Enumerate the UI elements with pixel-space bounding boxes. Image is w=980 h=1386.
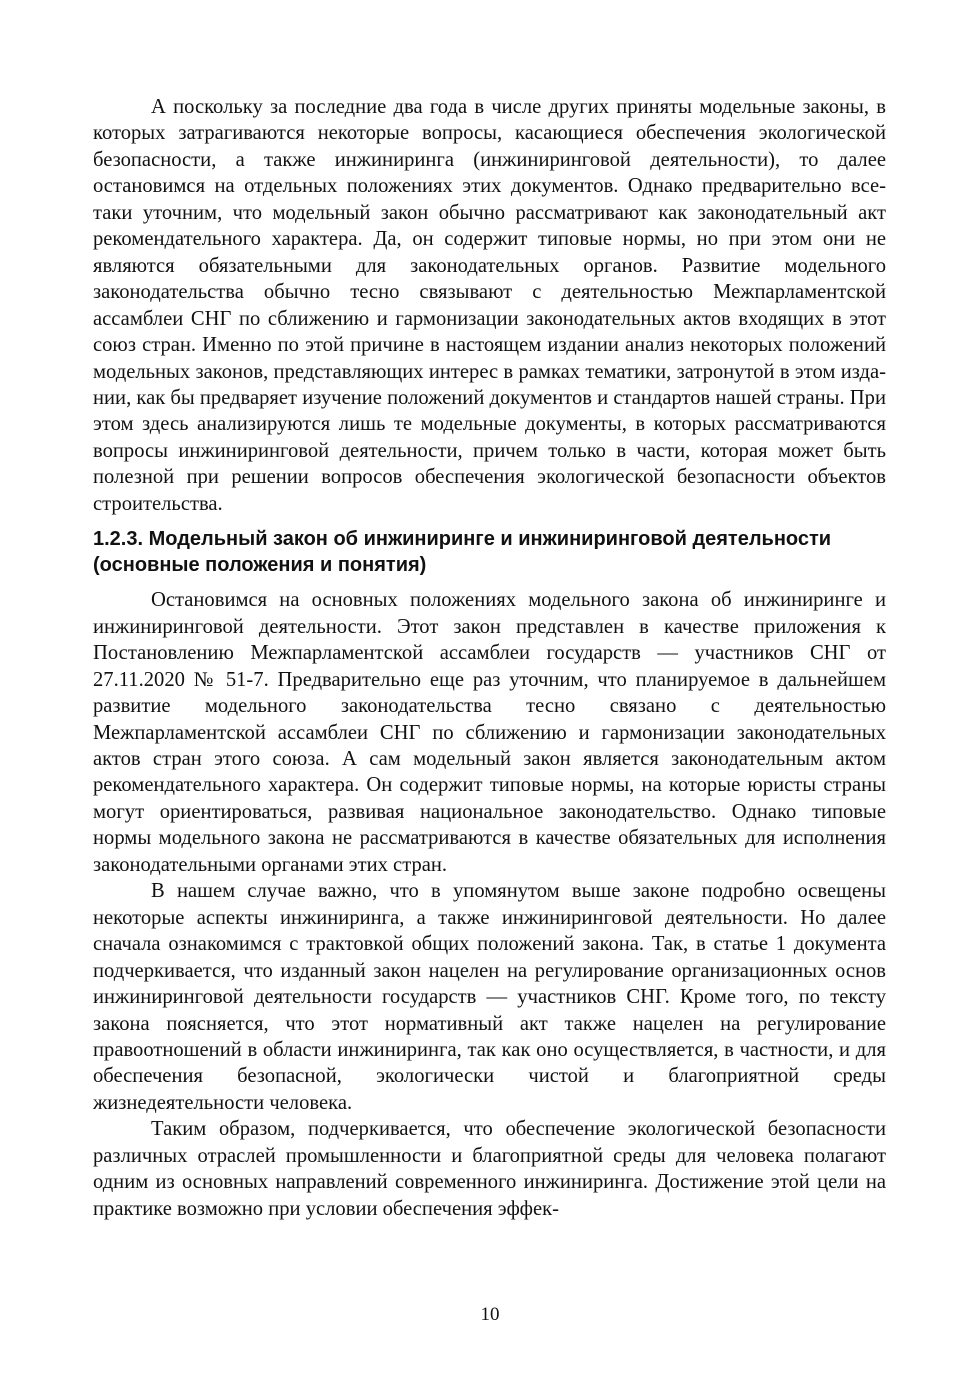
- page-number: 10: [480, 1304, 500, 1325]
- paragraph-intro: А поскольку за последние два года в числе других приняты модельные законы, в которых затрагиваются некоторые вопросы, касающиеся обеспечения экологической безопасности, а также инжиниринга (инжиниринговой деятельности), то далее остановимся на отдельных положениях этих документов. Однако предварительно все-таки уточним, что модельный закон обычно рассматривают как законодательный акт рекомендательного характера. Да, он содержит типовые нормы, но при этом они не являются обязательными для законодательных органов. Развитие модельного законодательства обычно тесно связывают с деятельностью Межпарламентской ассамблеи СНГ по сближению и гармонизации законодательных актов входящих в этот союз стран. Именно по этой причине в настоящем издании анализ некоторых положений модельных законов, представляющих интерес в рамках тематики, затронутой в этом издании, как бы предваряет изучение положений документов и стандартов нашей страны. При этом здесь анализируются лишь те модельные документы, в которых рассматриваются вопросы инжиниринговой деятельности, причем только в части, которая может быть полезной при решении вопросов обеспечения экологической безопасности объектов строительства.: [93, 96, 886, 515]
- paragraph-engineering-aspects: В нашем случае важно, что в упомянутом выше законе подробно освещены некоторые аспекты инжиниринга, а также инжиниринговой деятельности. Но далее сначала ознакомимся с трактовкой общих положений закона. Так, в статье 1 документа подчеркивается, что изданный закон нацелен на регулирование организационных основ инжиниринговой деятельности государств — участников СНГ. Кроме того, по тексту закона поясняется, что этот нормативный акт также нацелен на регулирование правоотношений в области инжиниринга, так как оно осуществляется, в частности, и для обеспечения безопасной, экологически чистой и благоприятной среды жизнедеятельности человека.: [93, 880, 886, 1114]
- paragraph-ecological-safety: Таким образом, подчеркивается, что обеспечение экологической безопасности различных отраслей промышленности и благоприятной среды для человека полагают одним из основных направлений современного инжиниринга. Достижение этой цели на практике возможно при условии обеспечения эффек-: [93, 1118, 886, 1220]
- page-body: [93, 94, 886, 1222]
- section-heading: 1.2.3. Модельный закон об инжиниринге и инжиниринговой деятельности (основные положения и понятия): [93, 528, 832, 577]
- paragraph-model-law: Остановимся на основных положениях модельного закона об инжиниринге и инжиниринговой деятельности. Этот закон представлен в качестве приложения к Постановлению Межпарламентской ассамблеи государств — участников СНГ от 27.11.2020 № 51-7. Предварительно еще раз уточним, что планируемое в дальнейшем развитие модельного законодательства тесно связано с деятельностью Межпарламентской ассамблеи СНГ по сближению и гармонизации законодательных актов стран этого союза. А сам модельный закон является законодательным актом рекомендательного характера. Он содержит типовые нормы, на которые юристы страны могут ориентироваться, развивая национальное законодательство. Однако типовые нормы модельного закона не рассматриваются в качестве обязательных для исполнения законодательными органами этих стран.: [93, 589, 886, 876]
